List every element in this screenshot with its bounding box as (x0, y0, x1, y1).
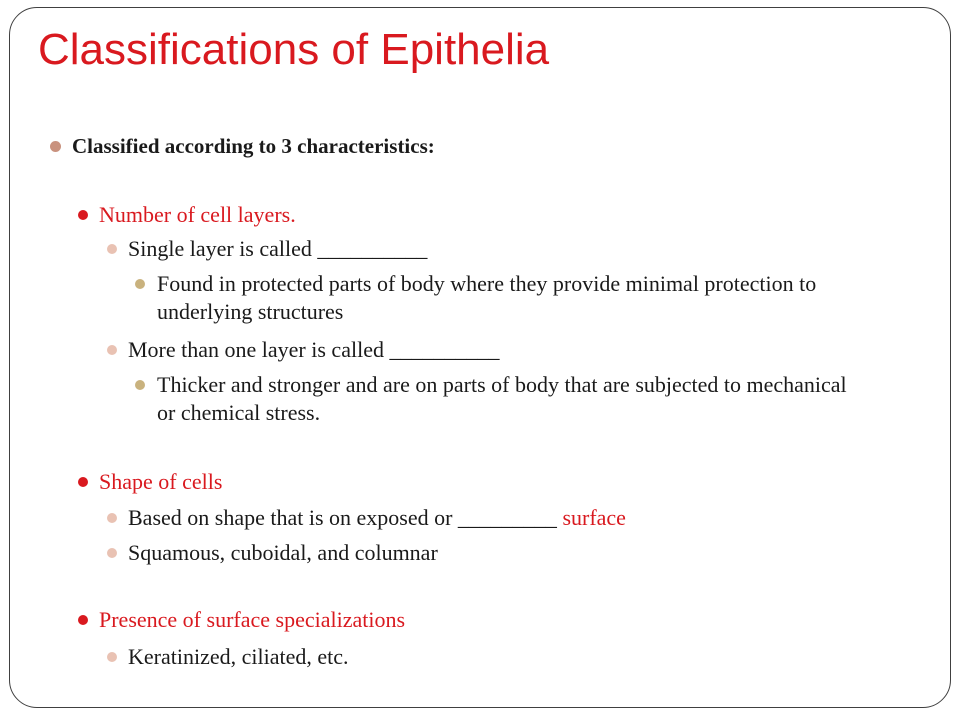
list-item-shapes (128, 539, 438, 567)
bullet-dot-icon (135, 279, 145, 289)
list-subitem-single-layer-note (157, 270, 857, 326)
intro-text: Classified according to 3 characteristics: (72, 134, 435, 158)
bullet-dot-icon (78, 615, 88, 625)
list-item-text: Squamous, cuboidal, and columnar (128, 540, 438, 565)
list-item-multi-layer (128, 336, 499, 364)
list-subitem-multi-layer-note (157, 371, 857, 427)
bullet-dot-icon (107, 652, 117, 662)
bullet-dot-icon (107, 244, 117, 254)
bullet-dot-icon (135, 380, 145, 390)
bullet-dot-icon (78, 477, 88, 487)
section-heading-specializations (99, 606, 405, 634)
section-heading-text: Shape of cells (99, 469, 223, 494)
list-item-text: Based on shape that is on exposed or _________ (128, 505, 557, 530)
bullet-dot-icon (107, 345, 117, 355)
list-item-keratinized (128, 643, 349, 671)
slide-title: Classifications of Epithelia (38, 25, 550, 74)
bullet-dot-icon (107, 548, 117, 558)
bullet-dot-icon (78, 210, 88, 220)
section-heading-shape (99, 468, 222, 496)
list-item-red-suffix: surface (556, 505, 626, 530)
bullet-dot-icon (107, 513, 117, 523)
list-item-text: Single layer is called __________ (128, 236, 428, 261)
list-item-text: More than one layer is called __________ (128, 337, 500, 362)
list-item-exposed-surface (128, 504, 626, 532)
section-heading-text: Presence of surface specializations (99, 607, 406, 632)
bullet-dot-icon (50, 141, 61, 152)
list-item-text: Keratinized, ciliated, etc. (128, 644, 349, 669)
list-subitem-text: Found in protected parts of body where they provide minimal protection to underlying structures (157, 271, 817, 324)
list-subitem-text: Thicker and stronger and are on parts of body that are subjected to mechanical or chemical stress. (157, 372, 847, 425)
section-heading-cell-layers (99, 201, 296, 229)
list-item-single-layer (128, 235, 427, 263)
section-heading-text: Number of cell layers. (99, 202, 296, 227)
intro-bullet (72, 133, 435, 159)
